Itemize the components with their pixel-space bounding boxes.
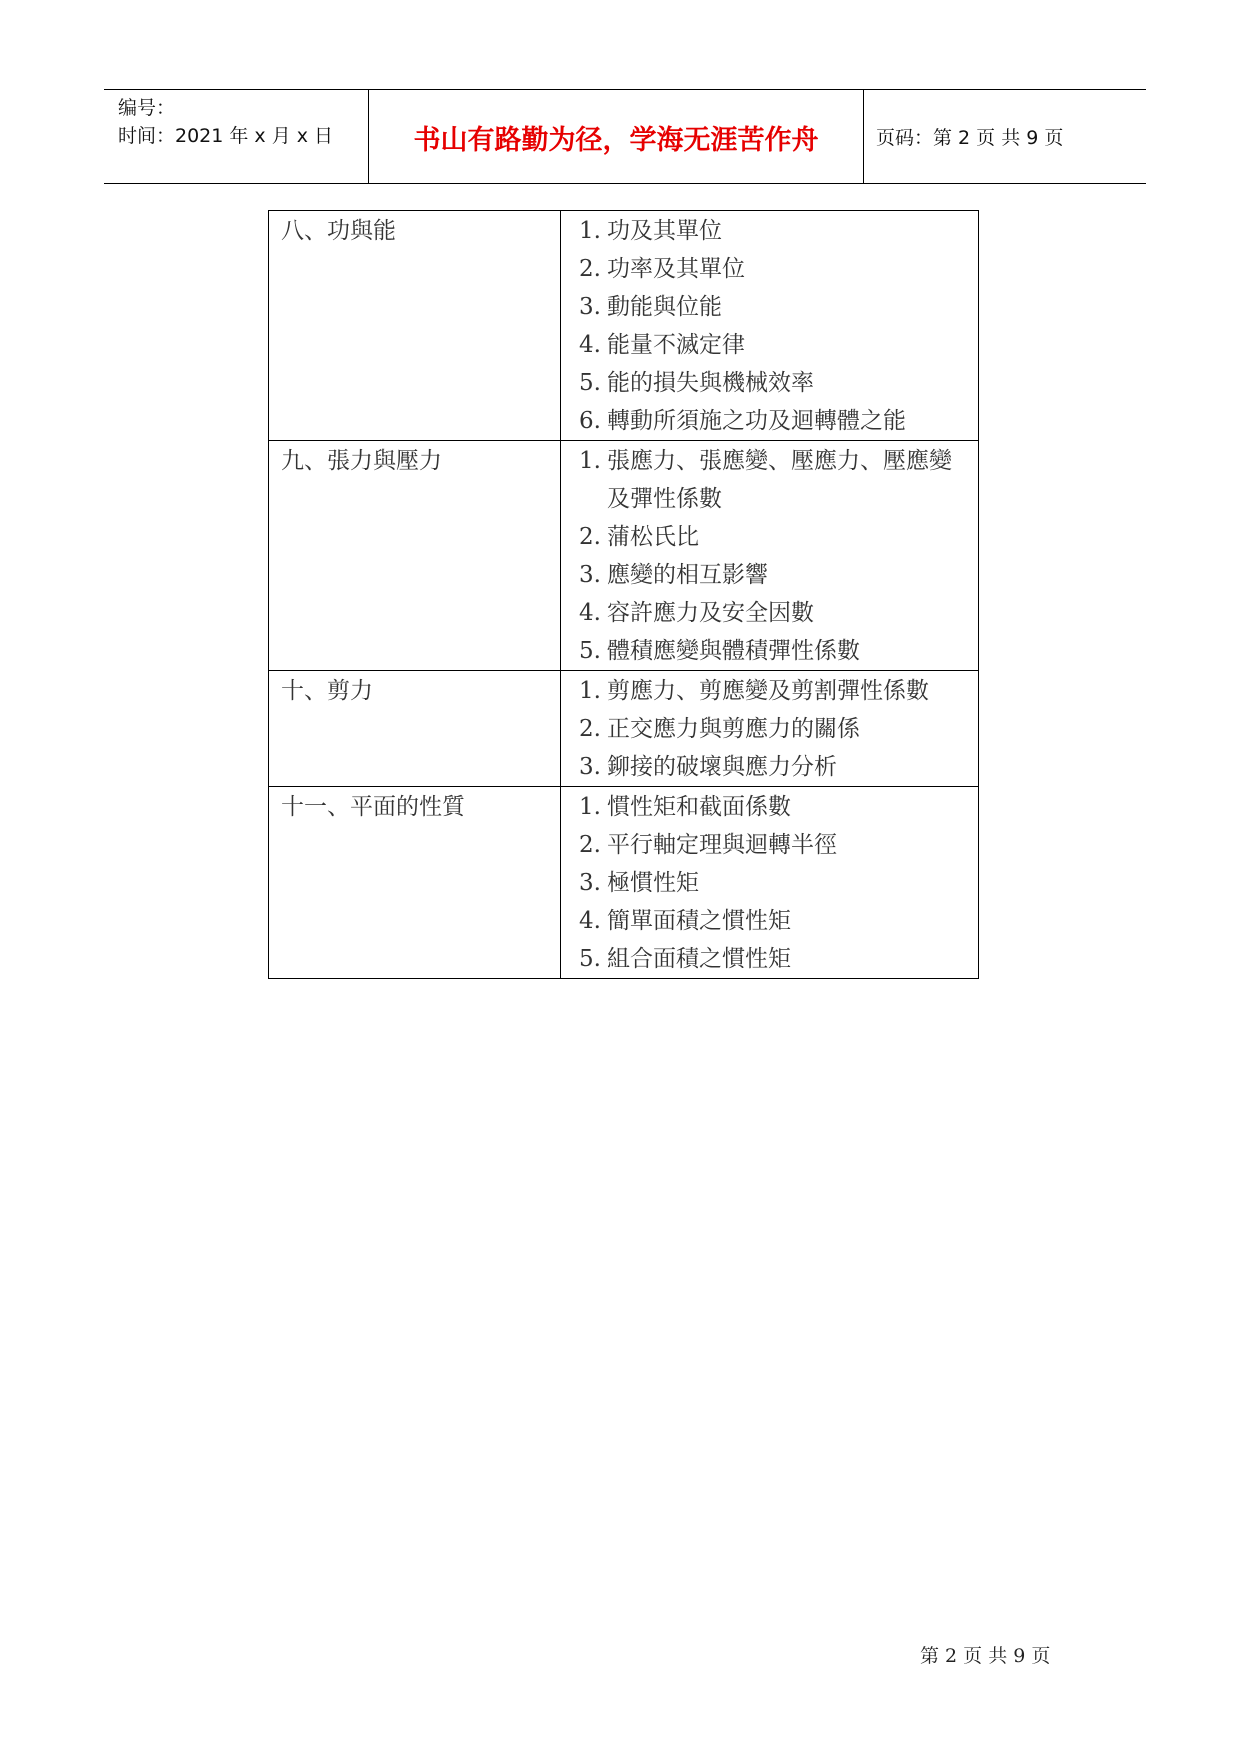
topic-item <box>561 902 978 940</box>
topic-item <box>561 250 978 288</box>
topic-number: 4. <box>579 332 601 358</box>
topic-item <box>561 212 978 250</box>
topic-number: 3. <box>579 562 601 588</box>
topic-item <box>561 364 978 402</box>
header-page-cell <box>864 90 1146 183</box>
topic-number: 4. <box>579 908 601 934</box>
topic-item <box>561 748 978 786</box>
topics-cell <box>561 211 979 441</box>
topic-number: 1. <box>579 218 601 244</box>
topic-number: 5. <box>579 638 601 664</box>
topic-item <box>561 442 978 518</box>
document-number-label: 编号： <box>118 97 176 119</box>
topic-text: 功及其單位 <box>607 218 722 244</box>
document-date: 时间：2021 年 x 月 x 日 <box>118 125 334 147</box>
topic-number: 3. <box>579 870 601 896</box>
topic-item <box>561 672 978 710</box>
topic-item <box>561 710 978 748</box>
topic-text: 轉動所須施之功及迴轉體之能 <box>607 408 906 434</box>
topic-item <box>561 288 978 326</box>
unit-title: 八、功與能 <box>281 218 396 244</box>
syllabus-row <box>269 787 979 979</box>
topic-number: 3. <box>579 754 601 780</box>
unit-cell <box>269 211 561 441</box>
topic-number: 1. <box>579 794 601 820</box>
topic-item <box>561 594 978 632</box>
topic-list <box>561 787 978 978</box>
topic-text: 蒲松氏比 <box>607 524 699 550</box>
header-meta-cell <box>104 90 368 183</box>
topic-item <box>561 940 978 978</box>
syllabus-table <box>268 210 979 979</box>
topic-text: 張應力、張應變、壓應力、壓應變及彈性係數 <box>607 448 952 512</box>
topic-text: 能量不滅定律 <box>607 332 745 358</box>
syllabus-row <box>269 441 979 671</box>
topic-number: 2. <box>579 256 601 282</box>
topics-cell <box>561 441 979 671</box>
unit-title: 十、剪力 <box>281 678 373 704</box>
unit-cell <box>269 671 561 787</box>
topic-number: 4. <box>579 600 601 626</box>
unit-cell <box>269 787 561 979</box>
topic-number: 3. <box>579 294 601 320</box>
topic-text: 容許應力及安全因數 <box>607 600 814 626</box>
syllabus-row <box>269 211 979 441</box>
topic-text: 極慣性矩 <box>607 870 699 896</box>
topic-text: 平行軸定理與迴轉半徑 <box>607 832 837 858</box>
topic-text: 功率及其單位 <box>607 256 745 282</box>
topic-text: 簡單面積之慣性矩 <box>607 908 791 934</box>
topic-list <box>561 211 978 440</box>
topic-number: 5. <box>579 370 601 396</box>
topic-number: 2. <box>579 524 601 550</box>
topics-cell <box>561 787 979 979</box>
syllabus-row <box>269 671 979 787</box>
topic-item <box>561 788 978 826</box>
topic-text: 動能與位能 <box>607 294 722 320</box>
topic-item <box>561 556 978 594</box>
header-motto-cell <box>368 90 864 183</box>
topic-text: 組合面積之慣性矩 <box>607 946 791 972</box>
topic-number: 2. <box>579 716 601 742</box>
topic-text: 剪應力、剪應變及剪割彈性係數 <box>607 678 929 704</box>
unit-title: 九、張力與壓力 <box>281 448 442 474</box>
topic-text: 體積應變與體積彈性係數 <box>607 638 860 664</box>
topic-text: 鉚接的破壞與應力分析 <box>607 754 837 780</box>
topic-item <box>561 518 978 556</box>
topic-item <box>561 826 978 864</box>
topic-list <box>561 441 978 670</box>
topic-item <box>561 864 978 902</box>
header-page-code: 页码：第 2 页 共 9 页 <box>876 127 1064 149</box>
topic-number: 6. <box>579 408 601 434</box>
topic-text: 慣性矩和截面係數 <box>607 794 791 820</box>
document-header <box>104 89 1146 184</box>
unit-cell <box>269 441 561 671</box>
topic-item <box>561 402 978 440</box>
syllabus-table-body <box>269 211 979 979</box>
topic-text: 應變的相互影響 <box>607 562 768 588</box>
unit-title: 十一、平面的性質 <box>281 794 465 820</box>
topic-number: 2. <box>579 832 601 858</box>
topic-text: 能的損失與機械效率 <box>607 370 814 396</box>
topic-list <box>561 671 978 786</box>
motto-text: 书山有路勤为径，学海无涯苦作舟 <box>413 125 819 156</box>
topic-number: 1. <box>579 448 601 474</box>
topic-number: 1. <box>579 678 601 704</box>
page-footer: 第 2 页 共 9 页 <box>920 1645 1051 1667</box>
topic-text: 正交應力與剪應力的關係 <box>607 716 860 742</box>
topics-cell <box>561 671 979 787</box>
topic-item <box>561 326 978 364</box>
topic-number: 5. <box>579 946 601 972</box>
topic-item <box>561 632 978 670</box>
